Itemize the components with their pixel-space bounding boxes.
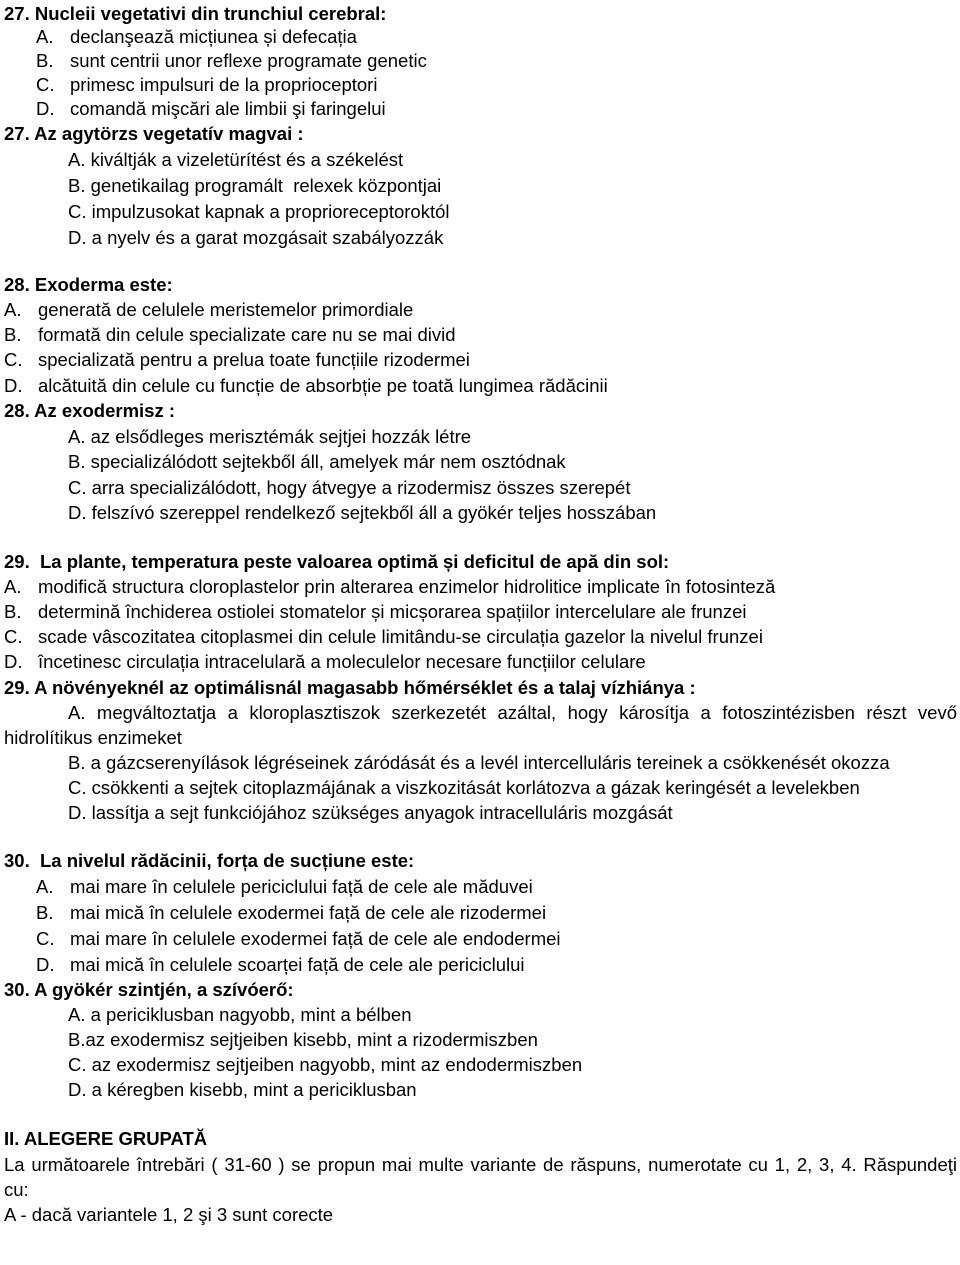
option-text: mai mare în celulele periciclului față de cele ale măduvei: [70, 876, 533, 897]
question-title-text: 27. Nucleii vegetativi din trunchiul cerebral:: [4, 3, 387, 24]
answer-rule: [0, 1205, 960, 1225]
option-text: formată din celule specializate care nu se mai divid: [38, 324, 456, 345]
option-text: D. lassítja a sejt funkciójához szükséges anyagok intracelluláris mozgását: [68, 802, 673, 823]
option-text: mai mică în celulele scoarței față de cele ale periciclului: [70, 954, 525, 975]
option-label: A.: [4, 576, 22, 597]
option-text: specializată pentru a prelua toate funcțiile rizodermei: [38, 349, 470, 370]
option-a: A. megváltoztatja a kloroplasztiszok szerkezetét azáltal, hogy károsítja a fotoszintézisben részt vevő hidrolítikus enzimeket: [4, 702, 957, 748]
option-label: B.: [4, 601, 22, 622]
instructions-line: [0, 1180, 960, 1200]
question-title-text: 29. A növényeknél az optimálisnál magasabb hőmérséklet és a talaj vízhiánya :: [4, 677, 696, 698]
option-text: C. arra specializálódott, hogy átvegye a rizodermisz összes szerepét: [68, 477, 631, 498]
option-b: [0, 602, 960, 622]
section-title-text: II. ALEGERE GRUPATĂ: [4, 1128, 208, 1149]
option-label: C.: [4, 626, 23, 647]
section-title: [0, 1129, 960, 1149]
option-text: mai mică în celulele exodermei față de cele ale rizodermei: [70, 902, 547, 923]
option-text: generată de celulele meristemelor primordiale: [38, 299, 414, 320]
option-a: [0, 150, 960, 170]
instructions-text: cu:: [4, 1179, 29, 1200]
option-text: C. az exodermisz sejtjeiben nagyobb, mint az endodermiszben: [68, 1054, 583, 1075]
option-d: [0, 803, 960, 823]
option-text: B.az exodermisz sejtjeiben kisebb, mint a rizodermiszben: [68, 1029, 538, 1050]
option-text: B. genetikailag programált relexek központjai: [68, 175, 442, 196]
option-text: C. impulzusokat kapnak a proprioreceptoroktól: [68, 201, 450, 222]
option-label: A.: [36, 876, 54, 897]
option-b: [0, 1030, 960, 1050]
option-label: A.: [4, 299, 22, 320]
answer-rule-text: A - dacă variantele 1, 2 şi 3 sunt corecte: [4, 1204, 334, 1225]
option-b: [0, 325, 960, 345]
option-text: alcătuită din celule cu funcție de absorbție pe toată lungimea rădăcinii: [38, 375, 608, 396]
option-text: sunt centrii unor reflexe programate genetic: [70, 50, 427, 71]
option-text: scade vâscozitatea citoplasmei din celule limitându-se circulația gazelor la nivelul frunzei: [38, 626, 763, 647]
option-d: [0, 228, 960, 248]
question-title: [0, 851, 960, 871]
option-c: [0, 202, 960, 222]
option-text: A. a periciklusban nagyobb, mint a bélben: [68, 1004, 412, 1025]
option-text: D. a nyelv és a garat mozgásait szabályozzák: [68, 227, 444, 248]
option-c: [0, 778, 960, 798]
question-title: [0, 401, 960, 421]
question-title-text: 30. A gyökér szintjén, a szívóerő:: [4, 979, 294, 1000]
option-label: C.: [36, 928, 55, 949]
option-a: [0, 27, 960, 47]
option-text: A. kiváltják a vizeletürítést és a székelést: [68, 149, 404, 170]
option-label: A.: [36, 26, 54, 47]
question-title: [0, 4, 960, 24]
option-text: primesc impulsuri de la proprioceptori: [70, 74, 378, 95]
option-text: C. csökkenti a sejtek citoplazmájának a viszkozitását korlátozva a gázak keringését a levelekben: [68, 777, 860, 798]
option-b: [0, 51, 960, 71]
option-c: [0, 478, 960, 498]
question-title: [0, 552, 960, 572]
option-text: comandă mişcări ale limbii şi faringelui: [70, 98, 386, 119]
question-title: [0, 678, 960, 698]
option-d: [0, 1080, 960, 1100]
option-text: mai mare în celulele exodermei față de cele ale endodermei: [70, 928, 561, 949]
option-label: B.: [36, 902, 54, 923]
option-label: C.: [36, 74, 55, 95]
option-a: [0, 300, 960, 320]
option-text: B. specializálódott sejtekből áll, amelyek már nem osztódnak: [68, 451, 566, 472]
option-c: [0, 350, 960, 370]
option-b: [0, 176, 960, 196]
option-d: [0, 955, 960, 975]
option-text: modifică structura cloroplastelor prin alterarea enzimelor hidrolitice implicate în fotosinteză: [38, 576, 776, 597]
option-a: [0, 577, 960, 597]
option-a: [0, 877, 960, 897]
option-text: A. az elsődleges merisztémák sejtjei hozzák létre: [68, 426, 472, 447]
option-label: B.: [36, 50, 54, 71]
option-text: determină închiderea ostiolei stomatelor și micșorarea spațiilor intercelulare ale frunzei: [38, 601, 747, 622]
option-text: declanşează micțiunea și defecația: [70, 26, 357, 47]
option-d: [0, 652, 960, 672]
option-d: [0, 376, 960, 396]
option-label: D.: [36, 954, 55, 975]
question-title: [0, 980, 960, 1000]
option-c: [0, 929, 960, 949]
option-a: [0, 1005, 960, 1025]
question-title-text: 28. Az exodermisz :: [4, 400, 176, 421]
option-b: [0, 753, 960, 773]
option-a: [0, 427, 960, 447]
question-title-text: 27. Az agytörzs vegetatív magvai :: [4, 123, 304, 144]
option-label: B.: [4, 324, 22, 345]
option-text: B. a gázcserenyílások légréseinek záródását és a levél intercelluláris tereinek a csökkenését okozza: [68, 752, 890, 773]
option-label: D.: [36, 98, 55, 119]
instructions-line: La următoarele întrebări ( 31-60 ) se propun mai multe variante de răspuns, numerotate cu 1, 2, 3, 4. Răspundeţi: [4, 1154, 957, 1175]
option-d: [0, 503, 960, 523]
option-label: D.: [4, 375, 23, 396]
option-label: D.: [4, 651, 23, 672]
question-title: [0, 275, 960, 295]
question-title: [0, 124, 960, 144]
option-c: [0, 1055, 960, 1075]
option-label: C.: [4, 349, 23, 370]
option-b: [0, 903, 960, 923]
option-text: D. a kéregben kisebb, mint a periciklusban: [68, 1079, 417, 1100]
option-d: [0, 99, 960, 119]
option-text: încetinesc circulația intracelulară a moleculelor necesare funcțiilor celulare: [38, 651, 646, 672]
option-c: [0, 75, 960, 95]
question-title-text: 30. La nivelul rădăcinii, forța de sucțiune este:: [4, 850, 415, 871]
question-title-text: 29. La plante, temperatura peste valoarea optimă și deficitul de apă din sol:: [4, 551, 670, 572]
option-text: D. felszívó szereppel rendelkező sejtekből áll a gyökér teljes hosszában: [68, 502, 657, 523]
question-title-text: 28. Exoderma este:: [4, 274, 173, 295]
option-b: [0, 452, 960, 472]
option-c: [0, 627, 960, 647]
